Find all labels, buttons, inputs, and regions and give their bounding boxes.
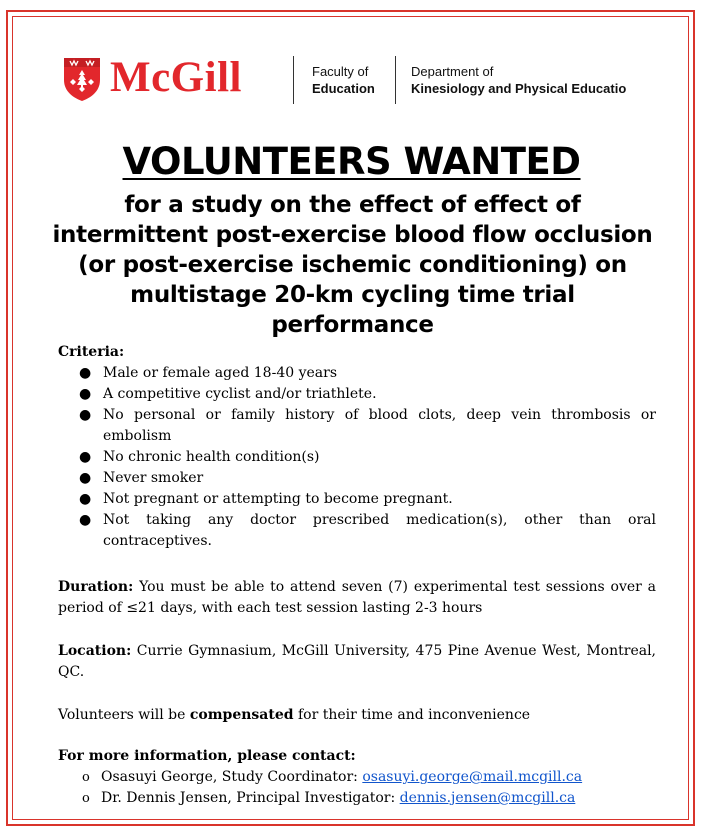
location-paragraph [58,641,656,683]
list-item [58,405,656,447]
bullet-icon: ● [79,449,92,465]
list-item [58,489,656,510]
header-logo-block [62,54,662,106]
mcgill-wordmark: McGill [110,54,242,101]
criteria-text: Not taking any doctor prescribed medication(s), other than oral contraceptives. [103,512,656,549]
contact-label: For more information, please contact: [58,748,356,764]
email-link[interactable]: dennis.jensen@mcgill.ca [399,790,576,806]
criteria-text: Never smoker [103,470,204,486]
duration-paragraph [58,577,656,619]
bullet-icon: ● [79,386,92,402]
faculty-line-1: Faculty of [312,64,369,79]
mcgill-crest-icon [62,56,102,102]
compensation-text-before: Volunteers will be [58,707,186,723]
bullet-icon: ● [79,470,92,486]
location-label: Location: [58,643,132,659]
list-item [58,363,656,384]
email-link[interactable]: osasuyi.george@mail.mcgill.ca [362,769,583,785]
contact-name: Dr. Dennis Jensen, Principal Investigator: [101,790,396,806]
study-subtitle: for a study on the effect of effect of intermittent post-exercise blood flow occlusion (or post-exercise ischemic conditioning) on multistage 20-km cycling time trial performance [52,192,653,338]
location-text: Currie Gymnasium, McGill University, 475 Pine Avenue West, Montreal, QC. [58,643,656,680]
location-section [58,641,656,683]
bullet-icon: ● [79,365,92,381]
compensation-text-after: for their time and inconvenience [297,707,531,723]
page-title: VOLUNTEERS WANTED [122,140,581,183]
duration-text: You must be able to attend seven (7) experimental test sessions over a period of ≤21 days, with each test session lasting 2-3 hours [58,579,656,616]
faculty-line-2: Education [312,81,375,96]
criteria-list [58,363,656,552]
criteria-section [58,342,656,552]
list-item [58,788,656,809]
faculty-name [312,63,375,97]
dept-line-2: Kinesiology and Physical Educatio [411,81,627,96]
bullet-icon: ● [79,407,92,423]
bullet-icon: ● [79,512,92,528]
criteria-text: No chronic health condition(s) [103,449,320,465]
contact-section [58,746,656,809]
list-item [58,510,656,552]
circle-bullet-icon: o [82,791,90,806]
contact-name: Osasuyi George, Study Coordinator: [101,769,358,785]
contact-list [58,767,656,809]
header-divider [293,56,294,104]
header-divider [395,56,396,104]
criteria-text: Male or female aged 18-40 years [103,365,338,381]
list-item [58,447,656,468]
list-item [58,767,656,788]
compensation-bold: compensated [189,707,294,723]
list-item [58,468,656,489]
department-name [411,63,626,97]
criteria-text: No personal or family history of blood clots, deep vein thrombosis or embolism [103,407,656,444]
compensation-paragraph [58,705,656,726]
criteria-text: Not pregnant or attempting to become pregnant. [103,491,453,507]
dept-line-1: Department of [411,64,494,79]
circle-bullet-icon: o [82,770,90,785]
bullet-icon: ● [79,491,92,507]
compensation-section [58,705,656,726]
criteria-label: Criteria: [58,344,125,360]
list-item [58,384,656,405]
criteria-text: A competitive cyclist and/or triathlete. [103,386,377,402]
duration-section [58,577,656,619]
duration-label: Duration: [58,579,134,595]
